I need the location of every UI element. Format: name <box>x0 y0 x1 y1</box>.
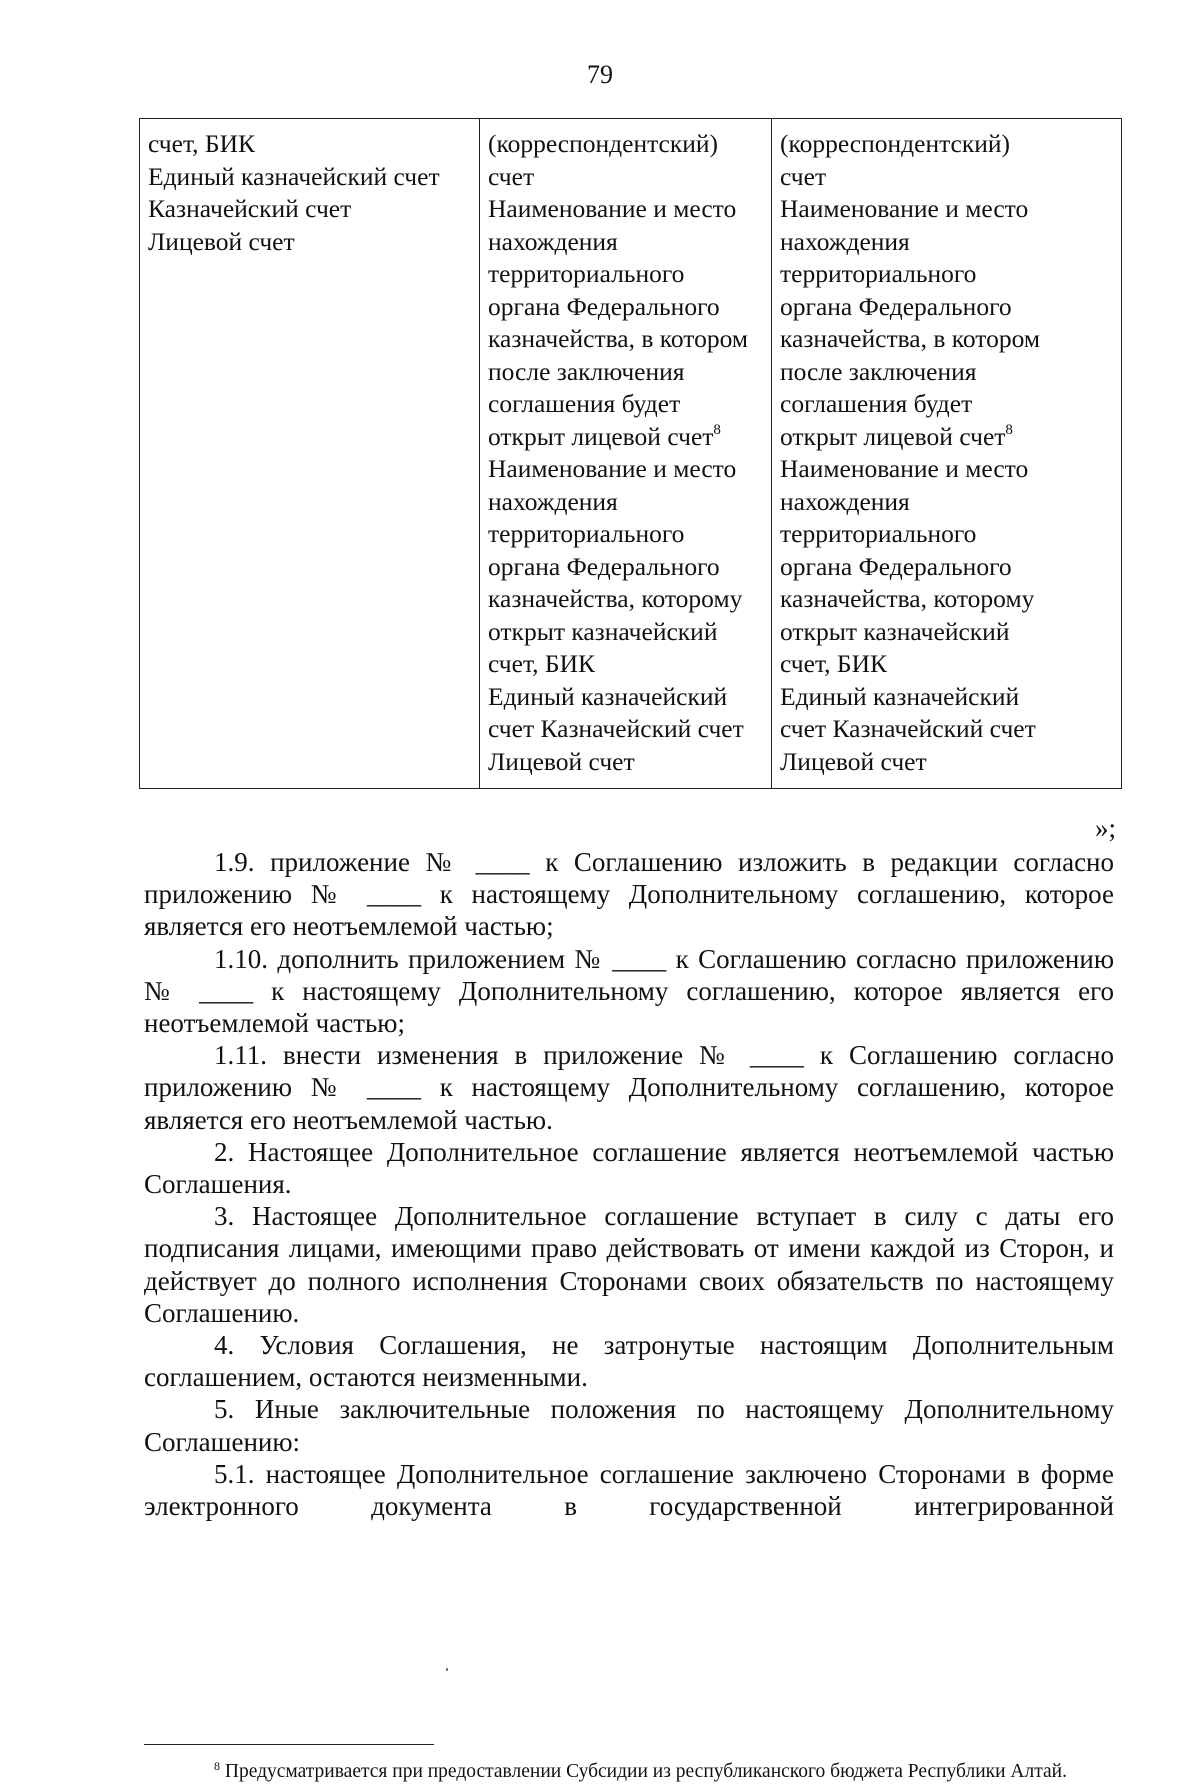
table-cell-line: органа Федерального <box>780 551 1012 581</box>
table-cell-line: счет <box>780 161 827 191</box>
footnote-ref: 8 <box>1005 421 1013 438</box>
document-body <box>144 846 1114 1522</box>
table-cell-line: Наименование и место <box>488 454 737 483</box>
table-cell-line: органа Федерального <box>780 291 1012 321</box>
table-cell-col3 <box>772 119 1122 789</box>
table-cell-line: казначейства, которому <box>488 584 743 613</box>
closing-quote: »; <box>1094 813 1116 843</box>
table-cell-line: Лицевой счет <box>780 746 927 776</box>
scan-artifact <box>446 1668 448 1671</box>
table-cell-line: органа Федерального <box>488 291 720 321</box>
table-cell-line: после заключения <box>780 356 977 386</box>
footnote <box>214 1760 1067 1784</box>
paragraph-5: 5. Иные заключительные положения по настоящему Дополнительному Соглашению: <box>144 1394 1114 1457</box>
paragraph-1-10: 1.10. дополнить приложением № ____ к Соглашению согласно приложению № ____ к настоящему Дополнительному соглашению, которое является его неотъемлемой частью; <box>144 943 1114 1039</box>
footnote-text: Предусматривается при предоставлении Субсидии из республиканского бюджета Республики Алтай. <box>224 1761 1067 1782</box>
table-cell-line: Наименование и место <box>488 194 737 223</box>
table-cell-line: открыт лицевой счет$^8$ <box>780 421 1013 451</box>
table-cell-line: соглашения будет <box>488 389 681 418</box>
table-cell-line: открыт казначейский <box>488 616 718 646</box>
paragraph-2: 2. Настоящее Дополнительное соглашение является неотъемлемой частью Соглашения. <box>144 1136 1114 1200</box>
paragraph-3: 3. Настоящее Дополнительное соглашение вступает в силу с даты его подписания лицами, имеющими право действовать от имени каждой из Сторон, и действует до полного исполнения Сторонами своих обязательств по настоящему Соглашению. <box>144 1201 1114 1328</box>
table-cell-line: казначейства, в котором <box>780 324 1040 353</box>
table-cell-col1 <box>140 119 480 789</box>
table-cell-line: счет, БИК <box>488 649 595 678</box>
table-cell-line: соглашения будет <box>780 389 973 418</box>
table-cell-line: открыт лицевой счет$^8$ <box>488 421 721 451</box>
table-cell-line: Наименование и место <box>780 454 1029 483</box>
table-cell-line: нахождения <box>780 226 910 256</box>
table-cell-line: органа Федерального <box>488 551 720 581</box>
table-cell-line: нахождения <box>488 486 618 516</box>
table-cell-line: Наименование и место <box>780 194 1029 223</box>
table-cell-line: Лицевой счет <box>148 226 295 256</box>
table-cell-line: территориального <box>488 259 685 288</box>
table-cell-line: счет, БИК <box>780 649 887 678</box>
table-cell-line: нахождения <box>780 486 910 516</box>
paragraph-1-9: 1.9. приложение № ____ к Соглашению изложить в редакции согласно приложению № ____ к настоящему Дополнительному соглашению, которое является его неотъемлемой частью; <box>144 847 1114 942</box>
page-number: 79 <box>587 60 613 89</box>
table-cell-line: Единый казначейский <box>488 681 728 711</box>
table-cell-line: Лицевой счет <box>488 746 635 776</box>
table-cell-line: казначейства, в котором <box>488 324 748 353</box>
table-cell-line: после заключения <box>488 356 685 386</box>
paragraph-1-11: 1.11. внести изменения в приложение № ____ к Соглашению согласно приложению № ____ к настоящему Дополнительному соглашению, которое является его неотъемлемой частью. <box>144 1040 1114 1135</box>
footnote-mark: 8 <box>214 1759 220 1773</box>
table-cell-line: открыт казначейский <box>780 616 1010 646</box>
table-cell-line: счет, БИК <box>148 129 255 158</box>
table-cell-line: счет Казначейский счет <box>488 714 744 743</box>
table-cell-line: казначейства, которому <box>780 584 1035 613</box>
table-cell-line: (корреспондентский) <box>488 129 719 158</box>
table-cell-line: Единый казначейский <box>780 681 1020 711</box>
footnote-separator <box>144 1744 434 1745</box>
requisites-table <box>139 118 1122 789</box>
paragraph-5-1: 5.1. настоящее Дополнительное соглашение заключено Сторонами в форме электронного документа в государственной интегрированной <box>144 1458 1114 1522</box>
table-cell-col2 <box>480 119 772 789</box>
table-cell-line: Единый казначейский счет <box>148 161 440 191</box>
table-cell-line: (корреспондентский) <box>780 129 1011 158</box>
footnote-ref: 8 <box>713 421 721 438</box>
table-cell-line: счет Казначейский счет <box>780 714 1036 743</box>
table-cell-line: счет <box>488 161 535 191</box>
table-cell-line: нахождения <box>488 226 618 256</box>
table-cell-line: территориального <box>780 259 977 288</box>
paragraph-4: 4. Условия Соглашения, не затронутые настоящим Дополнительным соглашением, остаются неизменными. <box>144 1330 1114 1393</box>
table-cell-line: Казначейский счет <box>148 194 352 223</box>
table-cell-line: территориального <box>780 519 977 548</box>
table-cell-line: территориального <box>488 519 685 548</box>
table-row <box>140 119 1122 789</box>
